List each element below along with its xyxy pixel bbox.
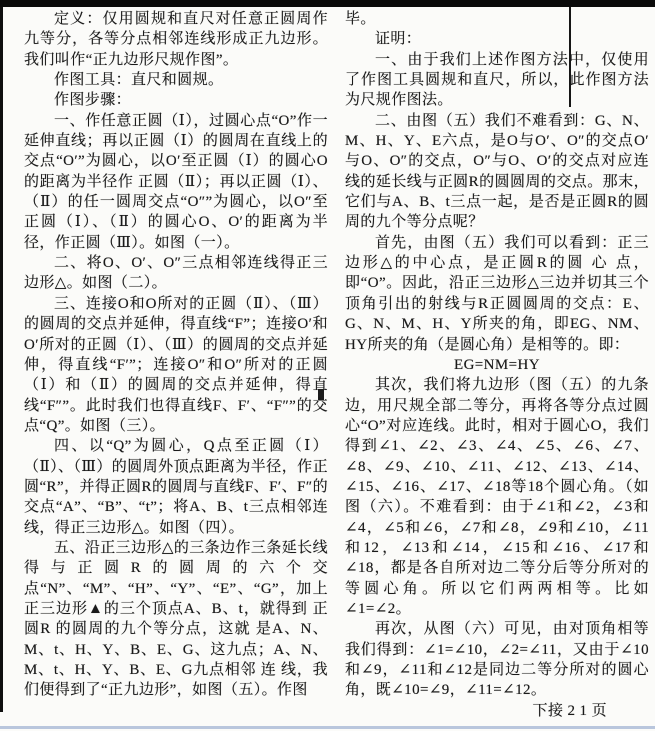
paragraph-step-5: 五、沿正三边形△的三条边作三条延长线得与正圆R的圆周的六个交点“N”、“M”、“H”、“Y”、“E”、“G”，加上正三边形▲的三个顶点A、B、t，就得到 正圆R 的圆周的九个等分点，这就 是A、N、M、t、H、Y、B、E、G、这九点；A、N、M、t、H、Y、B、E、G九点相邻 连 线，我 们便得到了“正九边形”，如图（五）。作图 (24, 539, 328, 699)
paragraph-steps-heading: 作图步骤： (54, 92, 132, 109)
page-content (24, 9, 649, 721)
scan-top-edge-bar (0, 0, 655, 7)
paragraph-proof-heading: 证明： (375, 31, 422, 48)
paragraph-step-4: 四、以“Q”为圆心，Q点至正圆（Ⅰ）（Ⅱ）、（Ⅲ）的圆周外顶点距离为半径，作正圆“R”，并得正圆R的圆周与直线F、F′、F″的交点“A”、“B”、“t”；将A、B、t三点相邻连线，得正三边形△。如图（四）。 (24, 438, 328, 536)
paragraph-continuation: 毕。 (345, 11, 376, 27)
paragraph-proof-second: 其次，我们将九边形（图（五）的九条边，用尺规全部二等分，再将各等分点过圆心“O”对应连线。此时，相对于圆心O，我们得到∠1、∠2、∠3、∠4、∠5、∠6、∠7、∠8、∠9、∠10、∠11、∠12、∠13、∠14、∠15、∠16、∠17、∠18等18个圆心角。（如图（六）。不难看到：由于∠1和∠2，∠3和∠4，∠5和∠6，∠7和∠8，∠9和∠10，∠11和12，∠13和∠14，∠15和∠16、∠17和∠18，都是各自所对边二等分后等分所对的等圆心角。所以它们两两相等。比如∠1=∠2。 (345, 377, 649, 617)
scan-left-edge-bar (0, 7, 3, 712)
paragraph-proof-third: 再次，从图（六）可见，由对顶角相等我们得到：∠1=∠10，∠2=∠11，又由于∠10和∠9，∠11和∠12是同边二等分所对的圆心角，既∠10=∠9，∠11=∠12。 (345, 621, 649, 699)
scan-bottom-edge-line (0, 726, 655, 729)
equation-line: EG=NM=HY (454, 356, 540, 373)
paragraph-proof-1: 一、由于我们上述作图方法中，仅使用了作图工具圆规和直尺，所以，此作图方法为尺规作图法。 (345, 51, 649, 109)
paragraph-definition: 定义：仅用圆规和直尺对任意正圆周作九等分，各等分点相邻连线形成正九边形。我们叫作“正九边形尺规作图”。 (24, 11, 328, 68)
footer-continuation-note: 下接 2 1 页 (532, 702, 607, 719)
text-column-right (345, 9, 649, 721)
paragraph-tools: 作图工具：直尺和圆规。 (54, 72, 224, 89)
paragraph-proof-2: 二、由图（五）我们不难看到：G、N、M、H、Y、E六点，是O与O′、O″的交点O′与O、O″的交点，O″与O、O′的交点对应连线的延长线与正圆R的圆圆周的交点。那末，它们与A、B、t三点一起，是否是正圆R的圆周的九个等分点呢？ (345, 112, 649, 231)
paragraph-step-1: 一、作任意正圆（Ⅰ），过圆心点“O”作一延伸直线；再以正圆（Ⅰ）的圆周在直线上的交点“O′”为圆心，以O′至正圆（Ⅰ）的圆心O的距离为半径作 正圆（Ⅱ）；再以正圆（Ⅰ）、（Ⅱ）的任一圆周交点“O″”为圆心，以O″至正圆（Ⅰ）、（Ⅱ）的圆心O、O′的距离为半径，作正圆（Ⅲ）。如图（一）。 (24, 112, 328, 251)
paragraph-step-2: 二、将O、O′、O″三点相邻连线得正三边形△。如图（二）。 (24, 255, 328, 292)
text-column-left (24, 9, 328, 721)
paragraph-step-3: 三、连接O和O所对的正圆（Ⅱ）、（Ⅲ）的圆周的交点并延伸，得直线“F”；连接O′和O′所对的正圆（Ⅰ）、（Ⅲ）的圆周的交点并延伸，得直线“F′”；连接O″和O″所对的正圆（Ⅰ）和（Ⅱ）的圆周的交点并延伸，得直线“F″”。此时我们也得直线F、F′、“F″”的交点“Q”。如图（三）。 (24, 295, 328, 434)
paragraph-proof-first: 首先，由图（五）我们可以看到：正三边形△的中心点，是正圆R的圆 心 点，即“O”。因此，沿正三边形△三边并切其三个顶角引出的射线与R正圆圆周的交点：E、G、N、M、H、Y所夹的角，即EG、NM、HY所夹的角（是圆心角）是相等的。即： (345, 234, 649, 353)
